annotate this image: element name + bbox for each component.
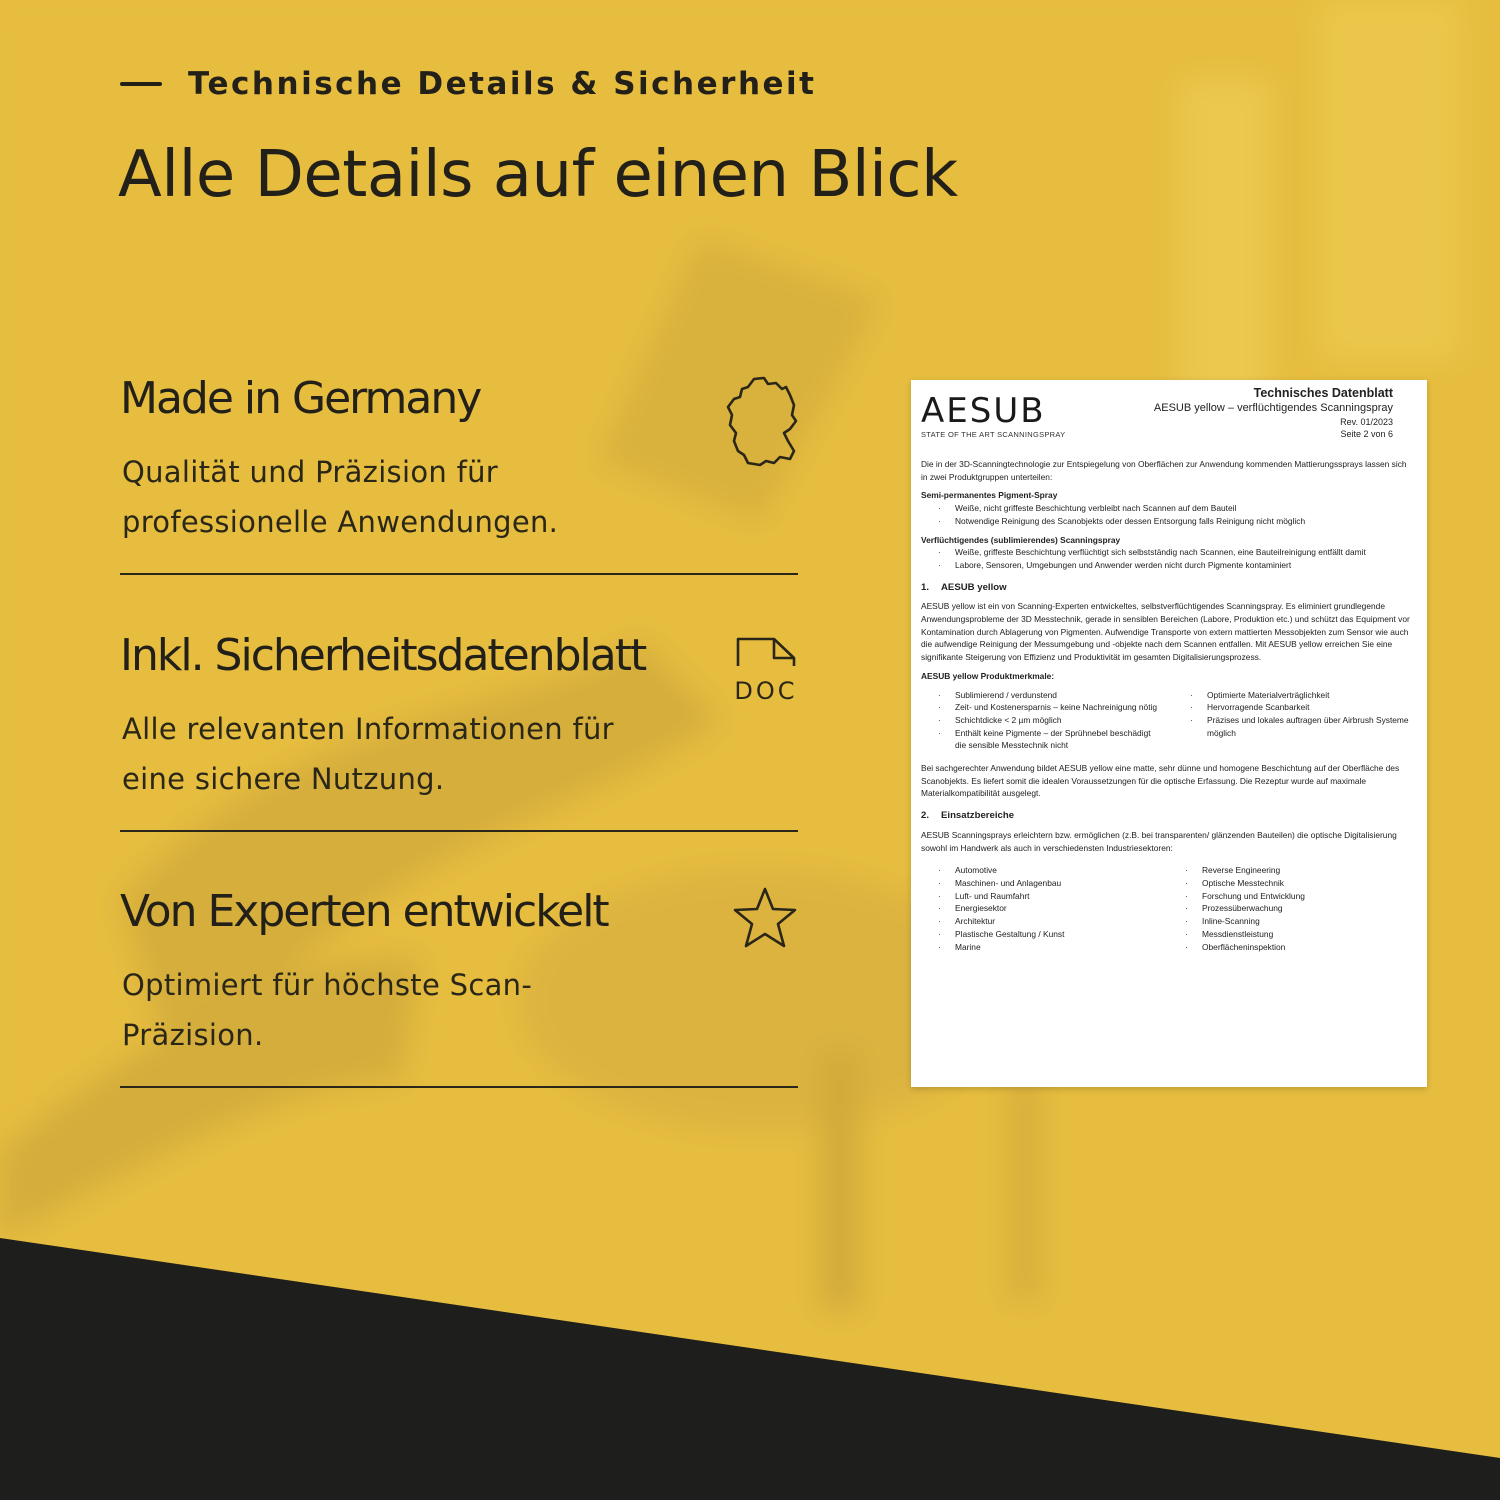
- list-item: · Oberflächeninspektion: [1202, 941, 1415, 954]
- logo-wordmark: AESUB: [921, 391, 1046, 431]
- datasheet-revision: Rev. 01/2023: [1340, 417, 1393, 427]
- feature-expert-developed: [120, 886, 798, 1088]
- group2-title: Verflüchtigendes (sublimierendes) Scanningspray: [921, 534, 1121, 545]
- list-item: · Architektur: [955, 915, 1168, 928]
- list-item: · Maschinen- und Anlagenbau: [955, 877, 1168, 890]
- sectors-right-list: [1168, 864, 1415, 953]
- list-item: · Hervorragende Scanbarkeit: [1207, 701, 1415, 714]
- list-item: · Labore, Sensoren, Umgebungen und Anwender werden nicht durch Pigmente kontaminiert: [955, 559, 1415, 572]
- datasheet-header: [1154, 386, 1393, 440]
- list-item: · Plastische Gestaltung / Kunst: [955, 928, 1168, 941]
- list-item: · Optimierte Materialverträglichkeit: [1207, 689, 1415, 702]
- group2-list: [921, 546, 1415, 571]
- feature-title: Made in Germany: [120, 373, 481, 424]
- datasheet-title: Technisches Datenblatt: [1253, 386, 1393, 400]
- feature-description: Qualität und Präzision für professionelle Anwendungen.: [122, 455, 559, 539]
- eyebrow-dash: [120, 82, 162, 86]
- features-title: AESUB yellow Produktmerkmale:: [921, 670, 1055, 681]
- section-number: 1.: [921, 581, 930, 593]
- list-item: · Reverse Engineering: [1202, 864, 1415, 877]
- list-item: · Messdienstleistung: [1202, 928, 1415, 941]
- aesub-logo: [921, 391, 1066, 439]
- section-number: 2.: [921, 810, 930, 822]
- section-2-text: AESUB Scanningsprays erleichtern bzw. ermöglichen (z.B. bei transparenten/ glänzenden Bauteilen) die optische Digitalisierung sowohl im Handwerk als auch in verschiedensten Industriesektoren:: [921, 829, 1397, 853]
- feature-title: Inkl. Sicherheitsdatenblatt: [120, 630, 646, 681]
- section-1-heading: [921, 582, 1415, 595]
- section-title: Einsatzbereiche: [941, 810, 1015, 822]
- list-item: · Luft- und Raumfahrt: [955, 890, 1168, 903]
- features-right-list: [1173, 689, 1415, 753]
- feature-made-in-germany: [120, 373, 798, 575]
- list-item: · Energiesektor: [955, 902, 1168, 915]
- list-item: · Enthält keine Pigmente – der Sprühnebel beschädigt die sensible Messtechnik nicht: [955, 727, 1163, 752]
- usage-paragraph: Bei sachgerechter Anwendung bildet AESUB yellow eine matte, sehr dünne und homogene Beschichtung auf der Oberfläche des Scanobjekts. Es liefert somit die idealen Voraussetzungen für die optische Erfassung. Die Rezeptur wurde auf maximale Materialkompatibilität ausgelegt.: [921, 763, 1400, 799]
- list-item: · Forschung und Entwicklung: [1202, 890, 1415, 903]
- list-item: · Optische Messtechnik: [1202, 877, 1415, 890]
- list-item: · Prozessüberwachung: [1202, 902, 1415, 915]
- intro-paragraph: Die in der 3D-Scanningtechnologie zur Entspiegelung von Oberflächen zur Anwendung kommenden Mattierungssprays lassen sich in zwei Produktgruppen unterteilen:: [921, 459, 1407, 482]
- list-item: · Zeit- und Kostenersparnis – keine Nachreinigung nötig: [955, 701, 1163, 714]
- datasheet-body: [921, 458, 1415, 953]
- list-item: · Präzises und lokales auftragen über Airbrush Systeme möglich: [1207, 714, 1415, 739]
- sectors-columns: [921, 864, 1415, 953]
- section-title: AESUB yellow: [941, 581, 1007, 593]
- list-item: · Weiße, griffeste Beschichtung verflüchtigt sich selbstständig nach Scannen, eine Bauteilreinigung entfällt damit: [955, 546, 1415, 559]
- list-item: · Automotive: [955, 864, 1168, 877]
- feature-description: Optimiert für höchste Scan-Präzision.: [122, 968, 533, 1052]
- list-item: · Weiße, nicht griffeste Beschichtung verbleibt nach Scannen auf dem Bauteil: [955, 502, 1415, 515]
- list-item: · Notwendige Reinigung des Scanobjekts oder dessen Entsorgung falls Reinigung nicht möglich: [955, 515, 1415, 528]
- sectors-left-list: [921, 864, 1168, 953]
- group1-list: [921, 502, 1415, 527]
- section-eyebrow: [120, 66, 816, 102]
- eyebrow-text: Technische Details & Sicherheit: [188, 66, 817, 102]
- feature-title: Von Experten entwickelt: [120, 886, 608, 937]
- features-columns: [921, 689, 1415, 753]
- datasheet-subtitle: AESUB yellow – verflüchtigendes Scanningspray: [1153, 402, 1393, 414]
- feature-safety-datasheet: [120, 630, 798, 832]
- datasheet-page-number: Seite 2 von 6: [1340, 429, 1393, 439]
- list-item: · Sublimierend / verdunstend: [955, 689, 1163, 702]
- section-2-heading: [921, 810, 1415, 823]
- datasheet-page: [911, 380, 1427, 1087]
- feature-description: Alle relevanten Informationen für eine sichere Nutzung.: [122, 712, 614, 796]
- group1-title: Semi-permanentes Pigment-Spray: [921, 490, 1058, 501]
- list-item: · Schichtdicke < 2 µm möglich: [955, 714, 1163, 727]
- doc-icon-label: DOC: [734, 677, 798, 705]
- page-headline: Alle Details auf einen Blick: [118, 138, 958, 212]
- features-left-list: [921, 689, 1173, 753]
- logo-tagline: STATE OF THE ART SCANNINGSPRAY: [921, 430, 1066, 439]
- list-item: · Marine: [955, 941, 1168, 954]
- list-item: · Inline-Scanning: [1202, 915, 1415, 928]
- section-1-text: AESUB yellow ist ein von Scanning-Experten entwickeltes, selbstverflüchtigendes Scanningspray. Es eliminiert grundlegende Anwendungsprobleme der 3D Messtechnik, gerade in sensiblen Bereichen (Labore, Produktion etc.) und schützt das Equipment vor Kontamination durch Ablagerung von Pigmenten. Aufwendige Transporte von extern mattierten Messobjekten zum Sensor wie auch die aufwendige Reinigung der Messumgebung und -objekte nach dem Scannen entfallen. Mit AESUB yellow erreichen Sie eine signifikante Steigerung von Effizienz und Produktivität im gesamten Digitalisierungsprozess.: [921, 601, 1410, 663]
